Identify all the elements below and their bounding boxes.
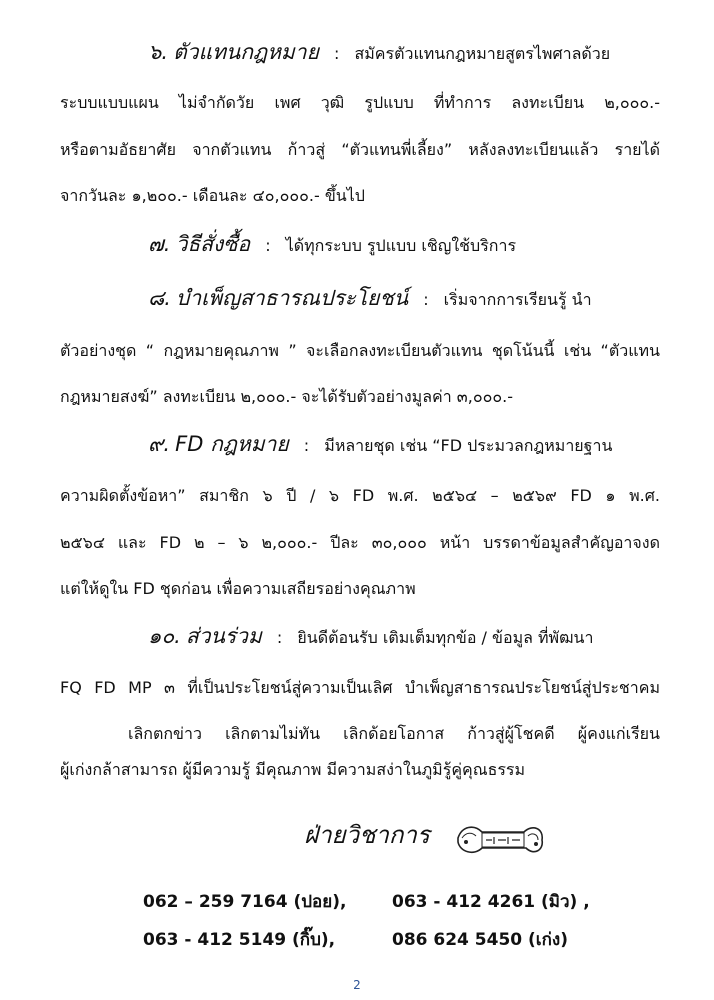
section-8-first-line (148, 286, 660, 312)
section-8-number: ๘. (148, 286, 171, 310)
section-9-first-line (148, 432, 612, 458)
section-9-line: ความผิดตั้งข้อหา” สมาชิก ๖ ปี / ๖ FD พ.ศ. ๒๕๖๔ – ๒๕๖๙ FD ๑ พ.ศ. (60, 486, 660, 505)
section-8-colon: : (423, 290, 429, 309)
section-7-heading: วิธีสั่งซื้อ (175, 232, 251, 256)
section-6-line: ระบบแบบแผน ไม่จำกัดวัย เพศ วุฒิ รูปแบบ ที่ทำการ ลงทะเบียน ๒,๐๐๐.- (60, 93, 660, 112)
section-10-number: ๑๐. (148, 624, 181, 648)
page-number: 2 (353, 978, 361, 992)
section-9-first-text: มีหลายชุด เช่น “FD ประมวลกฎหมายฐาน (324, 436, 613, 455)
section-8-first-text: เริ่มจากการเรียนรู้ นำ (443, 290, 592, 309)
section-9-line: แต่ให้ดูใน FD ชุดก่อน เพื่อความเสถียรอย่างคุณภาพ (60, 579, 416, 598)
section-10-line: เลิกตกข่าว เลิกตามไม่ทัน เลิกด้อยโอกาส ก้าวสู่ผู้โชคดี ผู้คงแก่เรียน (128, 724, 660, 743)
department-title: ฝ่ายวิชาการ (304, 821, 430, 849)
section-7-colon: : (265, 236, 271, 255)
seal-stamp-icon (452, 820, 548, 860)
section-6-first-line (148, 40, 610, 66)
contact-phone: 086 624 5450 (เก่ง) (392, 930, 568, 950)
section-6-colon: : (333, 44, 340, 63)
section-9-colon: : (303, 436, 310, 455)
section-6-first-text: สมัครตัวแทนกฎหมายสูตรไพศาลด้วย (354, 44, 611, 63)
section-10-heading: ส่วนร่วม (185, 624, 262, 648)
section-6-line: จากวันละ ๑,๒๐๐.- เดือนละ ๔๐,๐๐๐.- ขึ้นไป (60, 186, 365, 205)
section-9-heading: FD กฎหมาย (175, 432, 289, 456)
section-7-first-text: ได้ทุกระบบ รูปแบบ เชิญใช้บริการ (285, 236, 517, 255)
section-10-line: ผู้เก่งกล้าสามารถ ผู้มีความรู้ มีคุณภาพ มีความสง่าในภูมิรู้คู่คุณธรรม (60, 760, 526, 779)
section-7-number: ๗. (148, 232, 171, 256)
contact-phone: 062 – 259 7164 (ปอย), (143, 892, 347, 912)
section-8-heading: บำเพ็ญสาธารณประโยชน์ (175, 286, 409, 310)
section-10-colon: : (276, 628, 283, 647)
section-6-heading: ตัวแทนกฎหมาย (173, 40, 319, 64)
section-10-first-text: ยินดีต้อนรับ เติมเต็มทุกข้อ / ข้อมูล ที่พัฒนา (297, 628, 594, 647)
section-7-line (148, 232, 516, 258)
section-9-line: ๒๕๖๔ และ FD ๒ – ๖ ๒,๐๐๐.- ปีละ ๓๐,๐๐๐ หน้า บรรดาข้อมูลสำคัญอาจงด (60, 533, 660, 552)
section-6-number: ๖. (148, 40, 169, 64)
section-8-line: กฎหมายสงฆ์” ลงทะเบียน ๒,๐๐๐.- จะได้รับตัวอย่างมูลค่า ๓,๐๐๐.- (60, 387, 513, 406)
section-9-number: ๙. (148, 432, 171, 456)
section-8-line: ตัวอย่างชุด “ กฎหมายคุณภาพ ” จะเลือกลงทะเบียนตัวแทน ชุดโน้นนี้ เช่น “ตัวแทน (60, 341, 660, 360)
contact-phone: 063 - 412 5149 (กิ๊บ), (143, 930, 336, 950)
section-6-line: หรือตามอัธยาศัย จากตัวแทน ก้าวสู่ “ตัวแทนพี่เลี้ยง” หลังลงทะเบียนแล้ว รายได้ (60, 140, 660, 159)
contact-phone: 063 - 412 4261 (มิว) , (392, 892, 590, 912)
section-10-line: FQ FD MP ๓ ที่เป็นประโยชน์สู่ความเป็นเลิศ บำเพ็ญสาธารณประโยชน์สู่ประชาคม (60, 678, 660, 697)
section-10-first-line (148, 624, 593, 650)
